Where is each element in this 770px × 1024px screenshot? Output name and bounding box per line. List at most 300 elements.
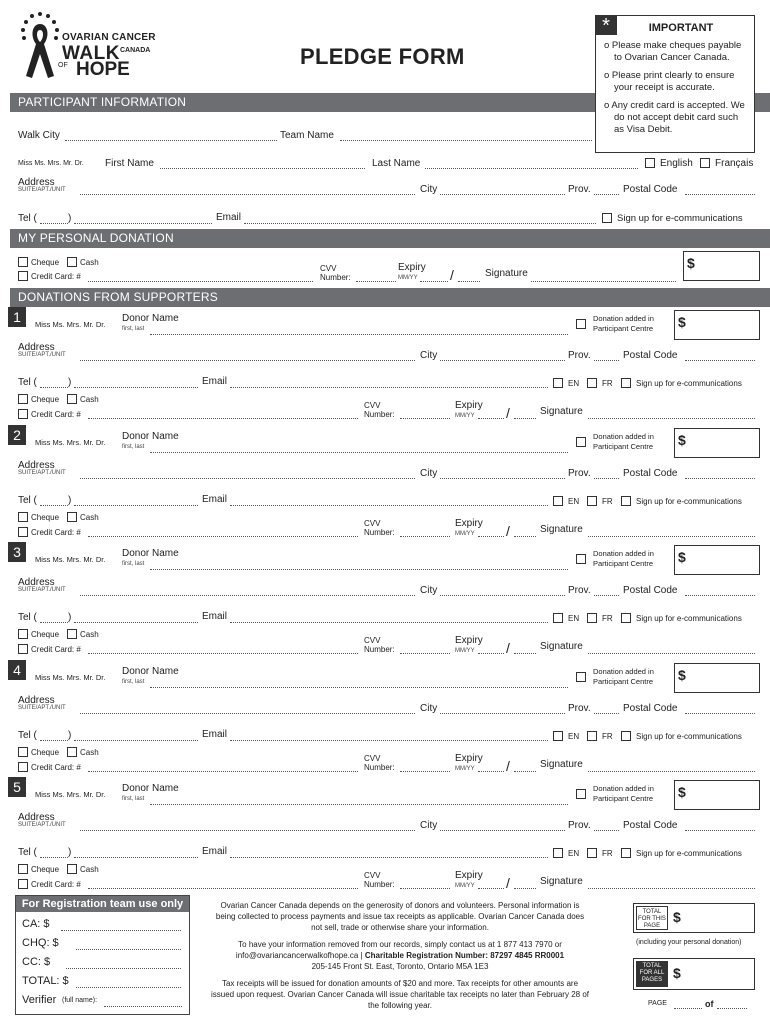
francais-label: Français (715, 158, 754, 169)
donor-cvv-label: CVV (364, 401, 381, 410)
donor-fr-label: FR (602, 732, 613, 741)
donor-name-label: Donor Name (122, 431, 179, 442)
suite-label: SUITE/APT./UNIT (18, 187, 66, 193)
donor-city-label: City (420, 350, 438, 361)
city-label: City (420, 184, 438, 195)
donor-cash-checkbox[interactable] (67, 864, 77, 874)
donor-cvv-number-label: Number: (364, 763, 395, 772)
donor-cheque-label: Cheque (31, 630, 60, 639)
donor-postal-code-field[interactable] (685, 595, 755, 596)
donor-credit-card-checkbox[interactable] (18, 879, 28, 889)
donor-credit-card-field[interactable] (88, 888, 358, 889)
donation-added-checkbox[interactable] (576, 554, 586, 564)
donor-tel-area-field[interactable] (40, 857, 68, 858)
donor-credit-card-field[interactable] (88, 536, 358, 537)
donor-address-label: Address (18, 695, 55, 706)
donor-en-label: EN (568, 849, 580, 858)
tel-number-field[interactable] (74, 223, 212, 224)
reg-ca-label: CA: $ (22, 918, 50, 930)
section-header-personal: MY PERSONAL DONATION (10, 229, 770, 248)
donor-email-field[interactable] (230, 387, 548, 388)
donor-fr-checkbox[interactable] (587, 731, 597, 741)
first-name-label: First Name (105, 158, 154, 169)
logo-text-walk: WALK (62, 43, 120, 64)
important-heading: IMPORTANT (648, 22, 714, 34)
donor-expiry-month-field[interactable] (478, 418, 504, 419)
donor-address-field[interactable] (80, 595, 415, 596)
donor-tel-number-field[interactable] (74, 387, 198, 388)
donor-fr-checkbox[interactable] (587, 613, 597, 623)
mmyy-label: MM/YY (398, 275, 418, 281)
donor-signature-label: Signature (540, 524, 583, 535)
donor-credit-card-checkbox[interactable] (18, 409, 28, 419)
donor-prov-field[interactable] (594, 478, 619, 479)
reg-fullname-label: (full name): (62, 997, 98, 1004)
prov-field[interactable] (594, 194, 619, 195)
page-title: PLEDGE FORM (300, 44, 465, 69)
donor-cash-checkbox[interactable] (67, 394, 77, 404)
expiry-label: Expiry (398, 262, 426, 273)
donor-credit-card-label: Credit Card: # (31, 880, 81, 889)
donor-postal-code-field[interactable] (685, 360, 755, 361)
ecomm-checkbox[interactable] (602, 213, 612, 223)
donor-expiry-year-field[interactable] (514, 418, 536, 419)
donor-postal-code-label: Postal Code (623, 350, 678, 361)
donor-email-field[interactable] (230, 622, 548, 623)
donor-expiry-year-field[interactable] (514, 653, 536, 654)
donor-expiry-year-field[interactable] (514, 888, 536, 889)
english-label: English (660, 158, 693, 169)
donor-number-badge: 2 (8, 425, 26, 445)
donor-email-label: Email (202, 611, 228, 622)
team-name-label: Team Name (280, 130, 334, 141)
cash-checkbox[interactable] (67, 257, 77, 267)
donor-expiry-year-field[interactable] (514, 536, 536, 537)
donor-ecomm-checkbox[interactable] (621, 378, 631, 388)
donor-email-field[interactable] (230, 505, 548, 506)
donor-en-label: EN (568, 732, 580, 741)
page-total-field[interactable] (717, 1008, 747, 1009)
donor-ecomm-label: Sign up for e-communications (636, 379, 742, 388)
donor-credit-card-label: Credit Card: # (31, 410, 81, 419)
donor-ecomm-checkbox[interactable] (621, 613, 631, 623)
expiry-year-field[interactable] (458, 281, 480, 282)
donor-cvv-number-label: Number: (364, 410, 395, 419)
tax-receipt-paragraph: Tax receipts will be issued for donation amounts of $20 and more. Tax receipts for other amounts are issued upon request. Ovarian Cancer Canada will issue charitable tax receipts no later than February 28 of the following year. (211, 979, 589, 1010)
donor-expiry-label: Expiry (455, 753, 483, 764)
donor-first-last-hint: first, last (122, 796, 145, 802)
donor-name-field[interactable] (150, 804, 568, 805)
donor-tel-number-field[interactable] (74, 857, 198, 858)
ecomm-label: Sign up for e-communications (617, 213, 743, 224)
signature-label: Signature (485, 268, 528, 279)
total-all-pages-label: TOTAL FOR ALL PAGES (636, 961, 668, 987)
donor-tel-label: Tel ( (18, 612, 37, 623)
francais-checkbox[interactable] (700, 158, 710, 168)
donor-cvv-number-label: Number: (364, 645, 395, 654)
ribbon-icon (18, 10, 62, 82)
total-this-page-label: TOTAL FOR THIS PAGE (636, 906, 668, 930)
donor-first-last-hint: first, last (122, 444, 145, 450)
reg-verifier-field[interactable] (104, 1006, 182, 1007)
total-this-page-dollar: $ (673, 909, 681, 925)
donor-expiry-month-field[interactable] (478, 536, 504, 537)
section-header-participant-tail (755, 93, 770, 112)
donor-address-field[interactable] (80, 713, 415, 714)
donor-amount-field[interactable]: $ (674, 780, 760, 810)
donor-tel-close: ) (68, 377, 72, 388)
last-name-field[interactable] (425, 168, 638, 169)
donor-expiry-month-field[interactable] (478, 771, 504, 772)
donor-expiry-slash: / (506, 640, 510, 656)
donor-tel-label: Tel ( (18, 377, 37, 388)
donor-mmyy-label: MM/YY (455, 766, 475, 772)
donor-tel-number-field[interactable] (74, 622, 198, 623)
donor-ecomm-label: Sign up for e-communications (636, 497, 742, 506)
donor-cheque-checkbox[interactable] (18, 747, 28, 757)
donor-signature-label: Signature (540, 641, 583, 652)
donor-tel-close: ) (68, 730, 72, 741)
donor-number-badge: 3 (8, 542, 26, 562)
registration-heading: For Registration team use only (16, 896, 189, 912)
donor-amount-field[interactable]: $ (674, 428, 760, 458)
address-label: Address (18, 177, 55, 188)
donor-cash-label: Cash (80, 630, 99, 639)
reg-verifier-label: Verifier (22, 994, 57, 1006)
donor-mmyy-label: MM/YY (455, 883, 475, 889)
donor-email-label: Email (202, 846, 228, 857)
donor-name-label: Donor Name (122, 548, 179, 559)
logo-text-of: OF (58, 62, 68, 69)
donor-address-label: Address (18, 460, 55, 471)
donor-en-label: EN (568, 497, 580, 506)
reg-chq-field[interactable] (76, 949, 181, 950)
donor-expiry-label: Expiry (455, 870, 483, 881)
address-field[interactable] (80, 194, 415, 195)
cvv-label: CVV (320, 264, 337, 273)
english-checkbox[interactable] (645, 158, 655, 168)
donor-name-label: Donor Name (122, 313, 179, 324)
donor-tel-number-field[interactable] (74, 740, 198, 741)
donor-cvv-number-label: Number: (364, 880, 395, 889)
donation-added-label: Donation added in Participant Centre (593, 432, 654, 451)
donor-cheque-label: Cheque (31, 395, 60, 404)
donor-fr-label: FR (602, 849, 613, 858)
first-name-field[interactable] (160, 168, 365, 169)
important-notice (595, 15, 755, 153)
donor-tel-number-field[interactable] (74, 505, 198, 506)
donor-city-field[interactable] (440, 478, 565, 479)
donor-en-checkbox[interactable] (553, 378, 563, 388)
donor-cvv-field[interactable] (400, 653, 450, 654)
donor-ecomm-checkbox[interactable] (621, 496, 631, 506)
tel-area-field[interactable] (40, 223, 68, 224)
donor-signature-field[interactable] (588, 418, 755, 419)
postal-code-label: Postal Code (623, 184, 678, 195)
tel-label: Tel ( (18, 213, 37, 224)
donor-prov-label: Prov. (568, 703, 591, 714)
donor-salutation-options[interactable]: Miss Ms. Mrs. Mr. Dr. (35, 790, 106, 799)
donor-address-field[interactable] (80, 360, 415, 361)
donor-expiry-slash: / (506, 875, 510, 891)
donor-cash-checkbox[interactable] (67, 629, 77, 639)
donor-expiry-label: Expiry (455, 400, 483, 411)
donor-cvv-field[interactable] (400, 771, 450, 772)
city-field[interactable] (440, 194, 565, 195)
cash-label: Cash (80, 258, 99, 267)
donor-city-field[interactable] (440, 595, 565, 596)
contact-paragraph (210, 939, 590, 972)
donor-postal-code-label: Postal Code (623, 468, 678, 479)
donor-en-checkbox[interactable] (553, 496, 563, 506)
salutation-options[interactable]: Miss Ms. Mrs. Mr. Dr. (18, 160, 84, 167)
donor-suite-label: SUITE/APT./UNIT (18, 587, 66, 593)
donor-number-badge: 1 (8, 307, 26, 327)
important-item: o Any credit card is accepted. We do not accept debit card such as Visa Debit. (604, 100, 745, 135)
expiry-month-field[interactable] (420, 281, 448, 282)
donor-tel-close: ) (68, 495, 72, 506)
page-number-field[interactable] (674, 1008, 702, 1009)
donor-amount-field[interactable]: $ (674, 310, 760, 340)
donor-tel-label: Tel ( (18, 495, 37, 506)
donor-cvv-label: CVV (364, 871, 381, 880)
donor-postal-code-field[interactable] (685, 713, 755, 714)
donor-name-field[interactable] (150, 452, 568, 453)
donor-cvv-label: CVV (364, 754, 381, 763)
reg-total-field[interactable] (76, 987, 181, 988)
donor-salutation-options[interactable]: Miss Ms. Mrs. Mr. Dr. (35, 673, 106, 682)
donor-fr-checkbox[interactable] (587, 496, 597, 506)
donor-expiry-year-field[interactable] (514, 771, 536, 772)
donor-fr-label: FR (602, 614, 613, 623)
donor-address-label: Address (18, 577, 55, 588)
donor-prov-field[interactable] (594, 360, 619, 361)
donation-added-checkbox[interactable] (576, 437, 586, 447)
postal-code-field[interactable] (685, 194, 755, 195)
contact-text: To have your information removed from our records, simply contact us at 1 877 413 7970 or info@ovariancancerwalkofhope.ca | (235, 940, 562, 960)
donor-number-badge: 5 (8, 777, 26, 797)
donor-cvv-label: CVV (364, 636, 381, 645)
donor-suite-label: SUITE/APT./UNIT (18, 470, 66, 476)
donor-cheque-label: Cheque (31, 748, 60, 757)
donor-salutation-options[interactable]: Miss Ms. Mrs. Mr. Dr. (35, 320, 106, 329)
donor-expiry-month-field[interactable] (478, 653, 504, 654)
total-this-page-box[interactable] (633, 903, 755, 933)
cheque-checkbox[interactable] (18, 257, 28, 267)
donor-address-label: Address (18, 812, 55, 823)
total-all-pages-box[interactable] (633, 958, 755, 990)
donor-tel-label: Tel ( (18, 730, 37, 741)
donor-cvv-field[interactable] (400, 888, 450, 889)
section-header-supporters: DONATIONS FROM SUPPORTERS (10, 288, 770, 307)
donor-city-label: City (420, 585, 438, 596)
donor-credit-card-checkbox[interactable] (18, 762, 28, 772)
donor-suite-label: SUITE/APT./UNIT (18, 705, 66, 711)
donor-postal-code-label: Postal Code (623, 820, 678, 831)
donor-fr-label: FR (602, 379, 613, 388)
donor-ecomm-checkbox[interactable] (621, 848, 631, 858)
donor-mmyy-label: MM/YY (455, 413, 475, 419)
donor-address-label: Address (18, 342, 55, 353)
donor-en-checkbox[interactable] (553, 613, 563, 623)
section-header-participant: PARTICIPANT INFORMATION (10, 93, 595, 112)
donor-number-badge: 4 (8, 660, 26, 680)
donor-credit-card-field[interactable] (88, 418, 358, 419)
donor-prov-label: Prov. (568, 468, 591, 479)
donor-signature-field[interactable] (588, 771, 755, 772)
star-icon: * (595, 15, 617, 35)
donor-signature-label: Signature (540, 876, 583, 887)
expiry-slash: / (450, 267, 454, 283)
donor-credit-card-field[interactable] (88, 771, 358, 772)
donor-email-field[interactable] (230, 857, 548, 858)
donor-city-field[interactable] (440, 360, 565, 361)
donor-fr-checkbox[interactable] (587, 848, 597, 858)
donor-postal-code-label: Postal Code (623, 703, 678, 714)
credit-card-field[interactable] (88, 281, 313, 282)
credit-card-label: Credit Card: # (31, 272, 81, 281)
donor-cash-checkbox[interactable] (67, 747, 77, 757)
donation-added-label: Donation added in Participant Centre (593, 314, 654, 333)
donor-cash-label: Cash (80, 395, 99, 404)
donor-name-field[interactable] (150, 687, 568, 688)
logo-text-canada: CANADA (120, 47, 151, 54)
donor-address-field[interactable] (80, 830, 415, 831)
important-item: o Please print clearly to ensure your receipt is accurate. (604, 70, 735, 93)
donor-prov-label: Prov. (568, 350, 591, 361)
donor-en-label: EN (568, 379, 580, 388)
donor-tel-area-field[interactable] (40, 387, 68, 388)
donor-prov-field[interactable] (594, 595, 619, 596)
donor-fr-checkbox[interactable] (587, 378, 597, 388)
reg-cc-label: CC: $ (22, 956, 51, 968)
donor-email-label: Email (202, 494, 228, 505)
donation-added-label: Donation added in Participant Centre (593, 549, 654, 568)
donor-salutation-options[interactable]: Miss Ms. Mrs. Mr. Dr. (35, 555, 106, 564)
cvv-number-label: Number: (320, 273, 351, 282)
donor-tel-close: ) (68, 847, 72, 858)
donor-credit-card-checkbox[interactable] (18, 644, 28, 654)
walk-city-label: Walk City (18, 130, 60, 141)
donor-cash-label: Cash (80, 748, 99, 757)
donor-name-field[interactable] (150, 334, 568, 335)
donor-postal-code-field[interactable] (685, 478, 755, 479)
credit-card-checkbox[interactable] (18, 271, 28, 281)
donor-cash-label: Cash (80, 865, 99, 874)
donor-cvv-field[interactable] (400, 536, 450, 537)
donor-email-field[interactable] (230, 740, 548, 741)
tel-close: ) (68, 213, 72, 224)
donor-postal-code-field[interactable] (685, 830, 755, 831)
donor-email-label: Email (202, 376, 228, 387)
donor-amount-field[interactable]: $ (674, 545, 760, 575)
donor-mmyy-label: MM/YY (455, 648, 475, 654)
donor-salutation-options[interactable]: Miss Ms. Mrs. Mr. Dr. (35, 438, 106, 447)
donor-name-field[interactable] (150, 569, 568, 570)
donor-en-checkbox[interactable] (553, 731, 563, 741)
donor-first-last-hint: first, last (122, 326, 145, 332)
email-label: Email (216, 212, 242, 223)
donor-address-field[interactable] (80, 478, 415, 479)
donor-en-label: EN (568, 614, 580, 623)
donor-city-label: City (420, 820, 438, 831)
donor-tel-close: ) (68, 612, 72, 623)
donor-prov-field[interactable] (594, 830, 619, 831)
prov-label: Prov. (568, 184, 591, 195)
donor-expiry-month-field[interactable] (478, 888, 504, 889)
donor-prov-label: Prov. (568, 820, 591, 831)
donor-credit-card-field[interactable] (88, 653, 358, 654)
donor-signature-field[interactable] (588, 653, 755, 654)
donation-added-checkbox[interactable] (576, 319, 586, 329)
donor-postal-code-label: Postal Code (623, 585, 678, 596)
donor-cash-checkbox[interactable] (67, 512, 77, 522)
donor-credit-card-checkbox[interactable] (18, 527, 28, 537)
donor-credit-card-label: Credit Card: # (31, 645, 81, 654)
donor-tel-area-field[interactable] (40, 740, 68, 741)
signature-field[interactable] (531, 281, 676, 282)
walk-city-field[interactable] (65, 140, 277, 141)
donor-cheque-checkbox[interactable] (18, 394, 28, 404)
donor-signature-field[interactable] (588, 536, 755, 537)
logo-text-hope: HOPE (76, 59, 130, 80)
donor-city-field[interactable] (440, 713, 565, 714)
donor-expiry-slash: / (506, 523, 510, 539)
reg-ca-field[interactable] (61, 930, 181, 931)
donor-city-field[interactable] (440, 830, 565, 831)
team-name-field[interactable] (340, 140, 592, 141)
donor-cheque-checkbox[interactable] (18, 512, 28, 522)
donor-suite-label: SUITE/APT./UNIT (18, 822, 66, 828)
personal-amount-field[interactable]: $ (683, 251, 760, 281)
privacy-paragraph: Ovarian Cancer Canada depends on the generosity of donors and volunteers. Personal information is being collected to process payments and issue tax receipts as applicable. Ovarian Cancer Canada does not sell, trade or otherwise share your information. (215, 901, 585, 932)
donor-expiry-label: Expiry (455, 635, 483, 646)
donor-tel-area-field[interactable] (40, 505, 68, 506)
donor-fr-label: FR (602, 497, 613, 506)
donor-amount-field[interactable]: $ (674, 663, 760, 693)
donor-en-checkbox[interactable] (553, 848, 563, 858)
donor-cheque-checkbox[interactable] (18, 864, 28, 874)
reg-cc-field[interactable] (66, 968, 181, 969)
donor-tel-area-field[interactable] (40, 622, 68, 623)
donor-name-label: Donor Name (122, 783, 179, 794)
donor-ecomm-label: Sign up for e-communications (636, 614, 742, 623)
donor-suite-label: SUITE/APT./UNIT (18, 352, 66, 358)
cvv-field[interactable] (356, 281, 396, 282)
email-field[interactable] (244, 223, 596, 224)
donor-cheque-label: Cheque (31, 865, 60, 874)
total-all-pages-dollar: $ (673, 965, 681, 981)
donor-ecomm-label: Sign up for e-communications (636, 849, 742, 858)
last-name-label: Last Name (372, 158, 421, 169)
donor-cvv-label: CVV (364, 519, 381, 528)
cheque-label: Cheque (31, 258, 60, 267)
donor-expiry-slash: / (506, 405, 510, 421)
donor-city-label: City (420, 468, 438, 479)
donation-added-label: Donation added in Participant Centre (593, 667, 654, 686)
donor-name-label: Donor Name (122, 666, 179, 677)
donor-prov-field[interactable] (594, 713, 619, 714)
donor-cheque-checkbox[interactable] (18, 629, 28, 639)
donor-tel-label: Tel ( (18, 847, 37, 858)
donor-ecomm-checkbox[interactable] (621, 731, 631, 741)
donor-signature-field[interactable] (588, 888, 755, 889)
donor-cvv-field[interactable] (400, 418, 450, 419)
donation-added-checkbox[interactable] (576, 789, 586, 799)
mailing-address: 205-145 Front St. East, Toronto, Ontario M5A 1E3 (311, 962, 489, 971)
donation-added-checkbox[interactable] (576, 672, 586, 682)
donor-credit-card-label: Credit Card: # (31, 528, 81, 537)
